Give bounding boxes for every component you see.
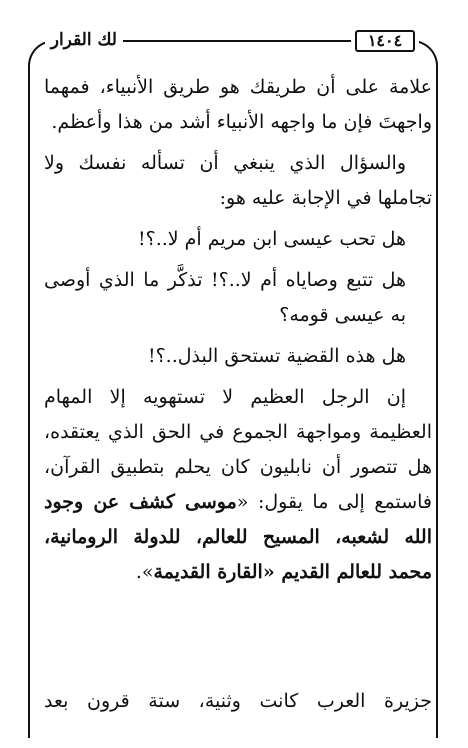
paragraph-3 (44, 380, 432, 590)
page-body (44, 70, 432, 590)
paragraph-2: والسؤال الذي ينبغي أن تسأله نفسك ولا تجاملها في الإجابة عليه هو: (44, 152, 432, 209)
question-3: هل هذه القضية تستحق البذل..؟! (147, 345, 406, 367)
running-header-title: لك القرار (45, 31, 123, 49)
question-1: هل تحب عيسى ابن مريم أم لا..؟! (137, 228, 406, 250)
paragraph-1: علامة على أن طريقك هو طريق الأنبياء، فمهما واجهتَ فإن ما واجهه الأنبياء أشد من هذا وأعظم. (44, 76, 432, 133)
page-number: ١٤٠٤ (355, 30, 415, 52)
paragraph-3-end: ». (135, 561, 154, 583)
paragraph-3-start: إن الرجل العظيم لا تستهويه إلا المهام العظيمة ومواجهة الجموع في الحق الذي يعتقده، هل تتصور أن نابليون كان يحلم بتطبيق القرآن، فاستمع إلى ما يقول: « (44, 386, 432, 513)
napoleon-quote: موسى كشف عن وجود الله لشعبه، المسيح للعالم، للدولة الرومانية، محمد للعالم القديم «القارة القديمة (44, 491, 432, 583)
question-2: هل تتبع وصاياه أم لا..؟! تذكَّر ما الذي أوصى به عيسى قومه؟ (44, 269, 406, 326)
paragraph-4-first-line: جزيرة العرب كانت وثنية، ستة قرون بعد (44, 690, 432, 712)
